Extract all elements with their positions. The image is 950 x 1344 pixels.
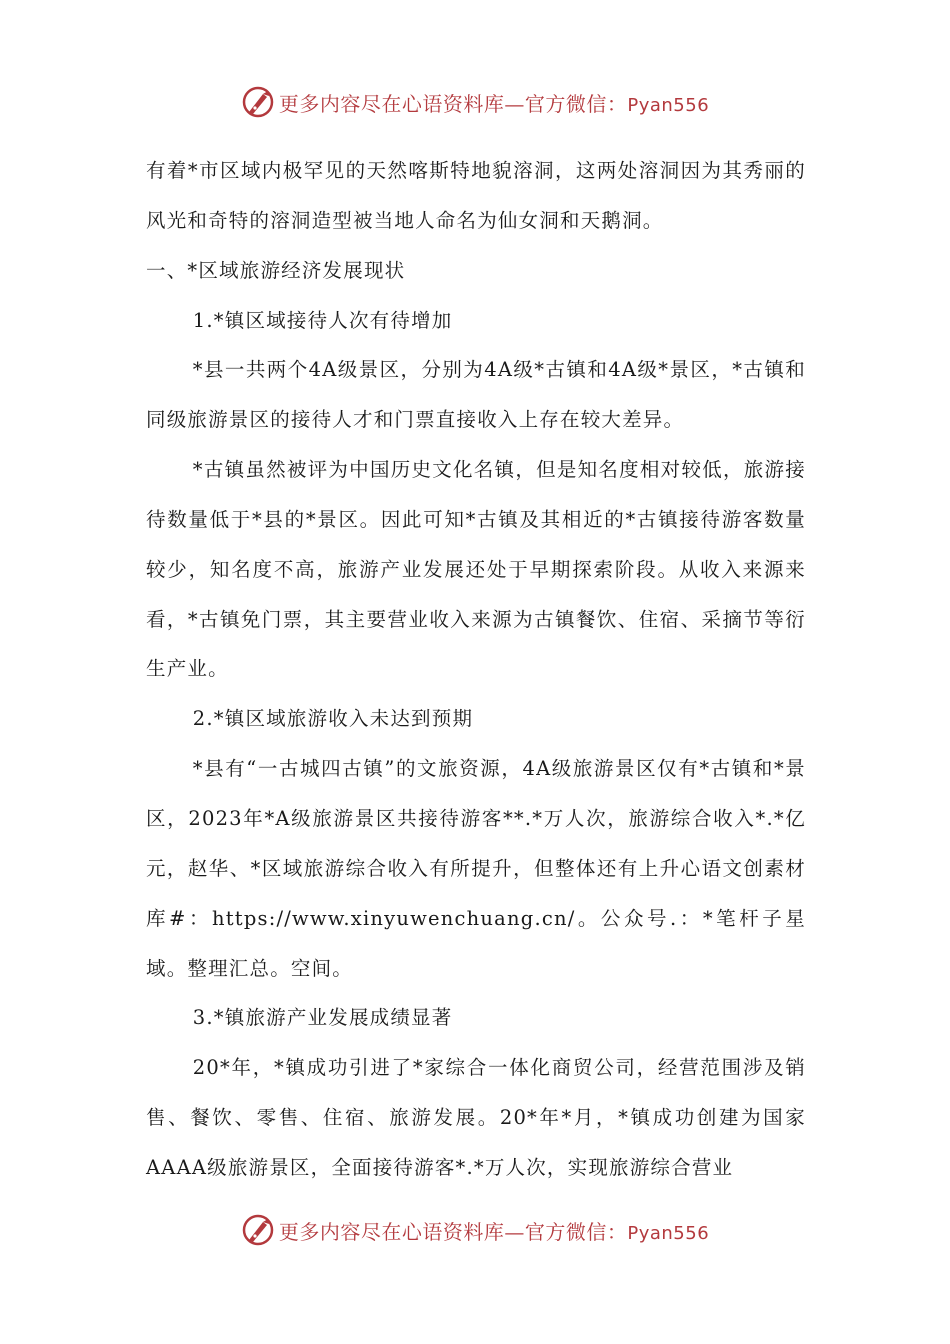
banner-text xyxy=(279,1216,709,1245)
banner-slogan: 更多内容尽在心语资料库—官方微信： xyxy=(278,1219,628,1244)
banner-wechat-handle: Pyan556 xyxy=(627,1222,710,1244)
pen-nib-logo-icon xyxy=(241,1213,275,1247)
paragraph: 20*年，*镇成功引进了*家综合一体化商贸公司，经营范围涉及销售、餐饮、零售、住宿、旅游发展。20*年*月，*镇成功创建为国家AAAA级旅游景区，全面接待游客*.*万人次，实现旅游综合营业 xyxy=(146,1056,806,1179)
footer-banner xyxy=(0,1210,950,1250)
paragraph: *古镇虽然被评为中国历史文化名镇，但是知名度相对较低，旅游接待数量低于*县的*景区。因此可知*古镇及其相近的*古镇接待游客数量较少，知名度不高，旅游产业发展还处于早期探索阶段。从收入来源来看，*古镇免门票，其主要营业收入来源为古镇餐饮、住宿、采摘节等衍生产业。 xyxy=(146,458,806,681)
subsection-heading: 2.*镇区域旅游收入未达到预期 xyxy=(192,707,474,731)
header-banner xyxy=(0,82,950,122)
banner-text xyxy=(279,88,709,117)
banner-wechat-handle: Pyan556 xyxy=(627,94,710,116)
banner-slogan: 更多内容尽在心语资料库—官方微信： xyxy=(278,91,628,116)
paragraph: 有着*市区域内极罕见的天然喀斯特地貌溶洞，这两处溶洞因为其秀丽的风光和奇特的溶洞造型被当地人命名为仙女洞和天鹅洞。 xyxy=(146,159,806,232)
document-body xyxy=(146,146,806,1193)
section-heading: 一、*区域旅游经济发展现状 xyxy=(146,258,406,282)
subsection-heading: 3.*镇旅游产业发展成绩显著 xyxy=(192,1006,453,1030)
subsection-heading: 1.*镇区域接待人次有待增加 xyxy=(192,308,453,332)
pen-nib-logo-icon xyxy=(241,85,275,119)
paragraph: *县一共两个4A级景区，分别为4A级*古镇和4A级*景区，*古镇和同级旅游景区的接待人才和门票直接收入上存在较大差异。 xyxy=(146,358,806,432)
paragraph: *县有“一古城四古镇”的文旅资源，4A级旅游景区仅有*古镇和*景区，2023年*A级旅游景区共接待游客**.*万人次，旅游综合收入*.*亿元，赵华、*区域旅游综合收入有所提升，但整体还有上升心语文创素材库#：https://www.xinyuwenchuang.cn/。公众号.：*笔杆子星域。整理汇总。空间。 xyxy=(146,757,806,980)
